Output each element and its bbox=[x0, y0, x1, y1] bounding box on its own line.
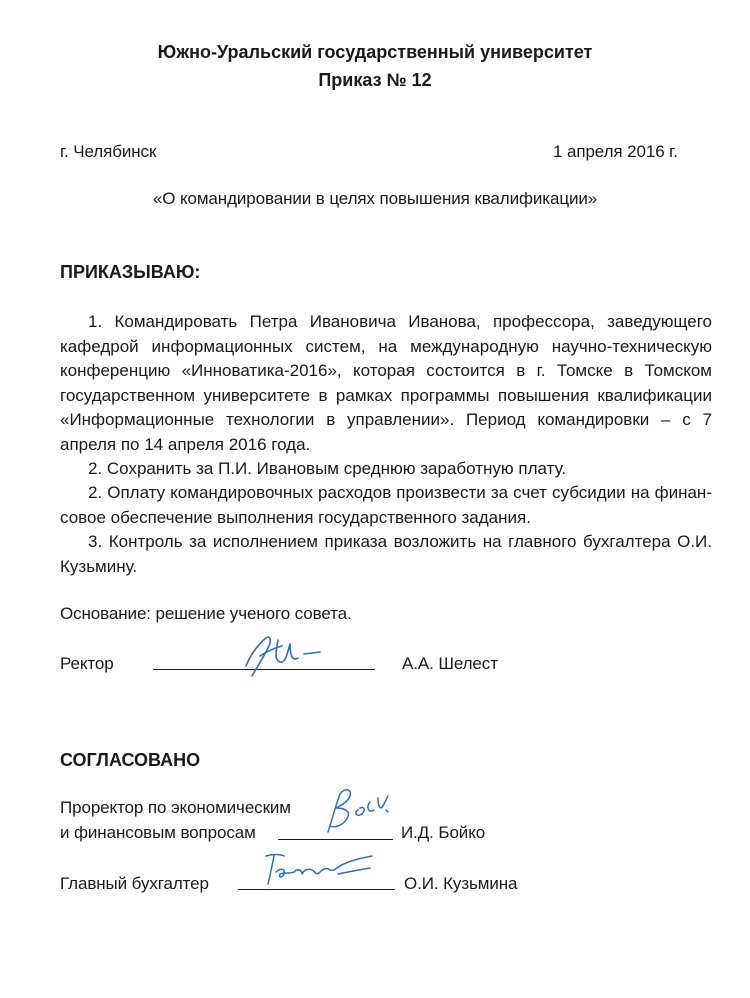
accountant-signature bbox=[258, 846, 378, 888]
rector-name: А.А. Шелест bbox=[402, 654, 498, 673]
prorector-signature bbox=[318, 780, 398, 840]
agreed-heading: СОГЛАСОВАНО bbox=[60, 750, 201, 770]
order-paragraph-1: 1. Командировать Петра Ивановича Иванова, профессора, заведующего кафедрой информационных систем, на международную научно-техническую конференцию «Инноватика-2016», которая состоится в г. Томске в Томском государственном университете в рамках программы повышения квалификации «Информационные технологии в управлении». Период командировки – с 7 апреля по 14 апреля 2016 года. bbox=[60, 312, 712, 454]
rector-title: Ректор bbox=[60, 654, 114, 673]
order-subject: «О командировании в целях повышения квалификации» bbox=[152, 189, 598, 208]
order-heading: ПРИКАЗЫВАЮ: bbox=[60, 262, 201, 282]
order-basis: Основание: решение ученого совета. bbox=[60, 604, 352, 623]
city: г. Челябинск bbox=[60, 142, 157, 161]
accountant-signature-line bbox=[238, 889, 395, 890]
rector-signature bbox=[238, 626, 328, 684]
order-paragraph-2: 2. Сохранить за П.И. Ивановым среднюю заработную плату. bbox=[88, 459, 567, 478]
order-paragraph-4: 3. Контроль за исполнением приказа возложить на главного бухгалтера О.И. Кузьмину. bbox=[60, 532, 712, 576]
prorector-title-line2: и финансовым вопросам bbox=[60, 823, 256, 842]
order-paragraph-3: 2. Оплату командировочных расходов произвести за счет субсидии на финансовое обеспечение выполнения государственного задания. bbox=[60, 483, 712, 527]
organization-title: Южно-Уральский государственный университет bbox=[157, 42, 593, 62]
order-date: 1 апреля 2016 г. bbox=[553, 142, 678, 161]
accountant-name: О.И. Кузьмина bbox=[404, 874, 518, 893]
prorector-title-line1: Проректор по экономическим bbox=[60, 798, 291, 817]
order-number: Приказ № 12 bbox=[318, 70, 432, 90]
accountant-title: Главный бухгалтер bbox=[60, 874, 209, 893]
prorector-name: И.Д. Бойко bbox=[401, 823, 486, 842]
